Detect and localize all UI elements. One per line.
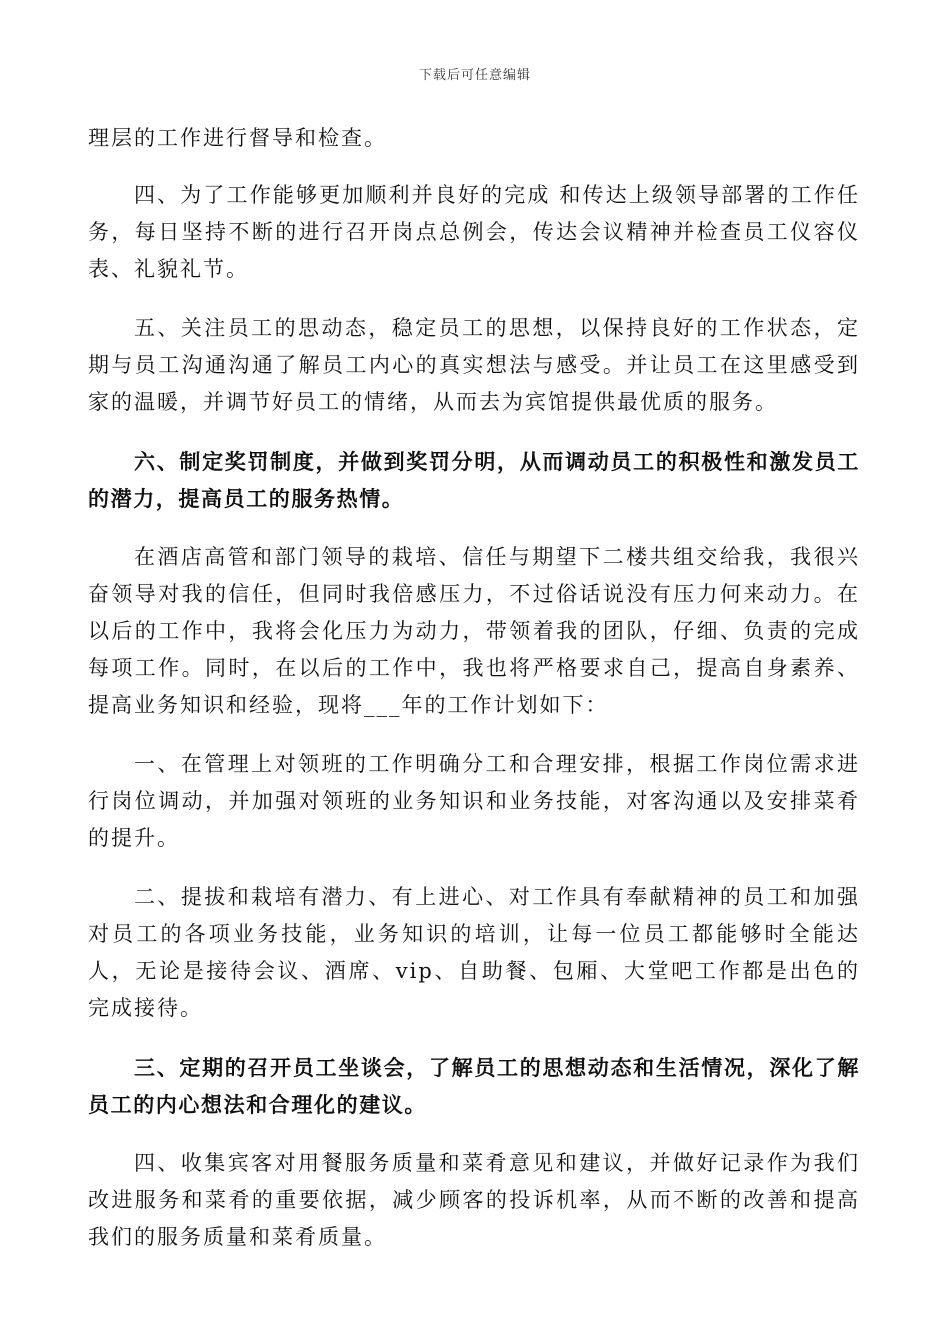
page-header: 下载后可任意编辑 <box>418 68 531 83</box>
paragraph-6: 一、在管理上对领班的工作明确分工和合理安排，根据工作岗位需求进行岗位调动，并加强对领班的业务知识和业务技能，对客沟通以及安排菜肴的提升。 <box>88 752 860 850</box>
document-body <box>88 120 860 1278</box>
paragraph-9: 四、收集宾客对用餐服务质量和菜肴意见和建议，并做好记录作为我们改进服务和菜肴的重要依据，减少顾客的投诉机率，从而不断的改善和提高我们的服务质量和菜肴质量。 <box>88 1151 860 1249</box>
paragraph-5: 在酒店高管和部门领导的栽培、信任与期望下二楼共组交给我，我很兴奋领导对我的信任，但同时我倍感压力，不过俗话说没有压力何来动力。在以后的工作中，我将会化压力为动力，带领着我的团队，仔细、负责的完成每项工作。同时，在以后的工作中，我也将严格要求自己，提高自身素养、提高业务知识和经验，现将___年的工作计划如下： <box>88 545 860 717</box>
paragraph-4-bold: 六、制定奖罚制度，并做到奖罚分明，从而调动员工的积极性和激发员工的潜力，提高员工的服务热情。 <box>88 449 860 511</box>
paragraph-7: 二、提拔和栽培有潜力、有上进心、对工作具有奉献精神的员工和加强对员工的各项业务技能，业务知识的培训，让每一位员工都能够时全能达人，无论是接待会议、酒席、vip、自助餐、包厢、大堂吧工作都是出色的完成接待。 <box>88 885 860 1020</box>
paragraph-2: 四、为了工作能够更加顺利并良好的完成 和传达上级领导部署的工作任务，每日坚持不断的进行召开岗点总例会，传达会议精神并检查员工仪容仪表、礼貌礼节。 <box>88 183 860 281</box>
paragraph-8-bold: 三、定期的召开员工坐谈会，了解员工的思想动态和生活情况，深化了解员工的内心想法和合理化的建议。 <box>88 1055 860 1117</box>
paragraph-3: 五、关注员工的思动态，稳定员工的思想，以保持良好的工作状态，定期与员工沟通沟通了解员工内心的真实想法与感受。并让员工在这里感受到家的温暖，并调节好员工的情绪，从而去为宾馆提供最优质的服务。 <box>88 316 860 414</box>
paragraph-1: 理层的工作进行督导和检查。 <box>88 126 387 150</box>
